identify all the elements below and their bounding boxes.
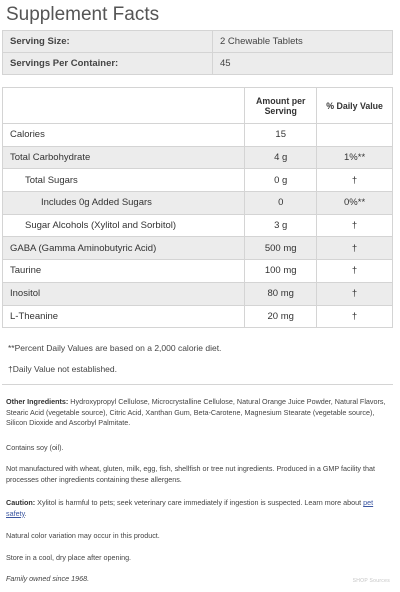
table-row xyxy=(3,237,393,260)
nutrient-amount: 0 g xyxy=(245,169,317,192)
nutrient-dv: † xyxy=(317,260,393,283)
soy-statement: Contains soy (oil). xyxy=(6,443,64,452)
nutrient-name: L-Theanine xyxy=(3,305,245,328)
servings-per-container-row xyxy=(3,53,393,75)
caution-text: Xylitol is harmful to pets; seek veterinary care immediately if ingestion is suspected. Learn more about xyxy=(35,498,364,507)
table-header-row xyxy=(3,88,393,124)
nutrient-dv xyxy=(317,124,393,147)
nutrient-amount: 500 mg xyxy=(245,237,317,260)
nutrient-name: Sugar Alcohols (Xylitol and Sorbitol) xyxy=(3,214,245,237)
nutrient-dv: 1%** xyxy=(317,146,393,169)
nutrient-amount: 20 mg xyxy=(245,305,317,328)
header-amount xyxy=(245,88,317,124)
nutrient-dv: † xyxy=(317,237,393,260)
nutrient-amount: 0 xyxy=(245,192,317,215)
other-ingredients-text: Hydroxypropyl Cellulose, Microcrystalline Cellulose, Natural Orange Juice Powder, Natural Flavors, Stearic Acid (vegetable source), Citric Acid, Xanthan Gum, Beta-Carotene, Magnesium Stearate (vegetable source), Silicon Dioxide and Ascorbyl Palmitate. xyxy=(6,397,386,428)
header-amount-line1: Amount per xyxy=(256,95,306,106)
nutrient-name: Taurine xyxy=(3,260,245,283)
table-row xyxy=(3,214,393,237)
nutrient-name: Calories xyxy=(3,124,245,147)
nutrient-dv: † xyxy=(317,214,393,237)
nutrient-name: Total Sugars xyxy=(3,169,245,192)
nutrient-name: Includes 0g Added Sugars xyxy=(3,192,245,215)
color-variation-note: Natural color variation may occur in this product. xyxy=(6,531,160,540)
other-ingredients xyxy=(6,397,394,429)
storage-note: Store in a cool, dry place after opening. xyxy=(6,553,132,562)
nutrient-amount: 4 g xyxy=(245,146,317,169)
serving-size-value: 2 Chewable Tablets xyxy=(213,31,393,53)
serving-table xyxy=(2,30,393,75)
section-divider xyxy=(2,384,393,385)
nutrient-amount: 100 mg xyxy=(245,260,317,283)
nutrient-amount: 80 mg xyxy=(245,282,317,305)
serving-size-label: Serving Size: xyxy=(3,31,213,53)
table-row xyxy=(3,260,393,283)
nutrition-table xyxy=(2,87,393,328)
nutrient-dv: † xyxy=(317,282,393,305)
caution-statement xyxy=(6,498,394,519)
family-owned-note: Family owned since 1968. xyxy=(6,574,90,583)
caution-label: Caution: xyxy=(6,498,36,507)
nutrient-dv: 0%** xyxy=(317,192,393,215)
pet-safety-link[interactable]: pet safety xyxy=(6,498,374,518)
table-row xyxy=(3,282,393,305)
dagger-footnote: †Daily Value not established. xyxy=(8,364,117,374)
serving-size-row xyxy=(3,31,393,53)
daily-value-footnote: **Percent Daily Values are based on a 2,000 calorie diet. xyxy=(8,343,222,353)
nutrient-name: Total Carbohydrate xyxy=(3,146,245,169)
table-row xyxy=(3,146,393,169)
table-row xyxy=(3,169,393,192)
servings-per-container-value: 45 xyxy=(213,53,393,75)
table-row xyxy=(3,305,393,328)
caution-end: . xyxy=(24,508,27,518)
other-ingredients-label: Other Ingredients: xyxy=(6,397,69,406)
header-amount-line2: Serving xyxy=(264,105,297,116)
page-title: Supplement Facts xyxy=(6,4,160,25)
header-name-cell xyxy=(3,88,245,124)
header-daily-value: % Daily Value xyxy=(317,88,393,124)
nutrient-amount: 3 g xyxy=(245,214,317,237)
nutrient-amount: 15 xyxy=(245,124,317,147)
nutrient-name: Inositol xyxy=(3,282,245,305)
servings-per-container-label: Servings Per Container: xyxy=(3,53,213,75)
table-row xyxy=(3,124,393,147)
nutrient-name: GABA (Gamma Aminobutyric Acid) xyxy=(3,237,245,260)
watermark: SHOP Sources xyxy=(352,578,390,584)
nutrient-dv: † xyxy=(317,169,393,192)
nutrient-dv: † xyxy=(317,305,393,328)
table-row xyxy=(3,192,393,215)
allergen-statement: Not manufactured with wheat, gluten, milk, egg, fish, shellfish or tree nut ingredients. Produced in a GMP facility that processes other ingredients containing these allergens. xyxy=(6,464,376,484)
